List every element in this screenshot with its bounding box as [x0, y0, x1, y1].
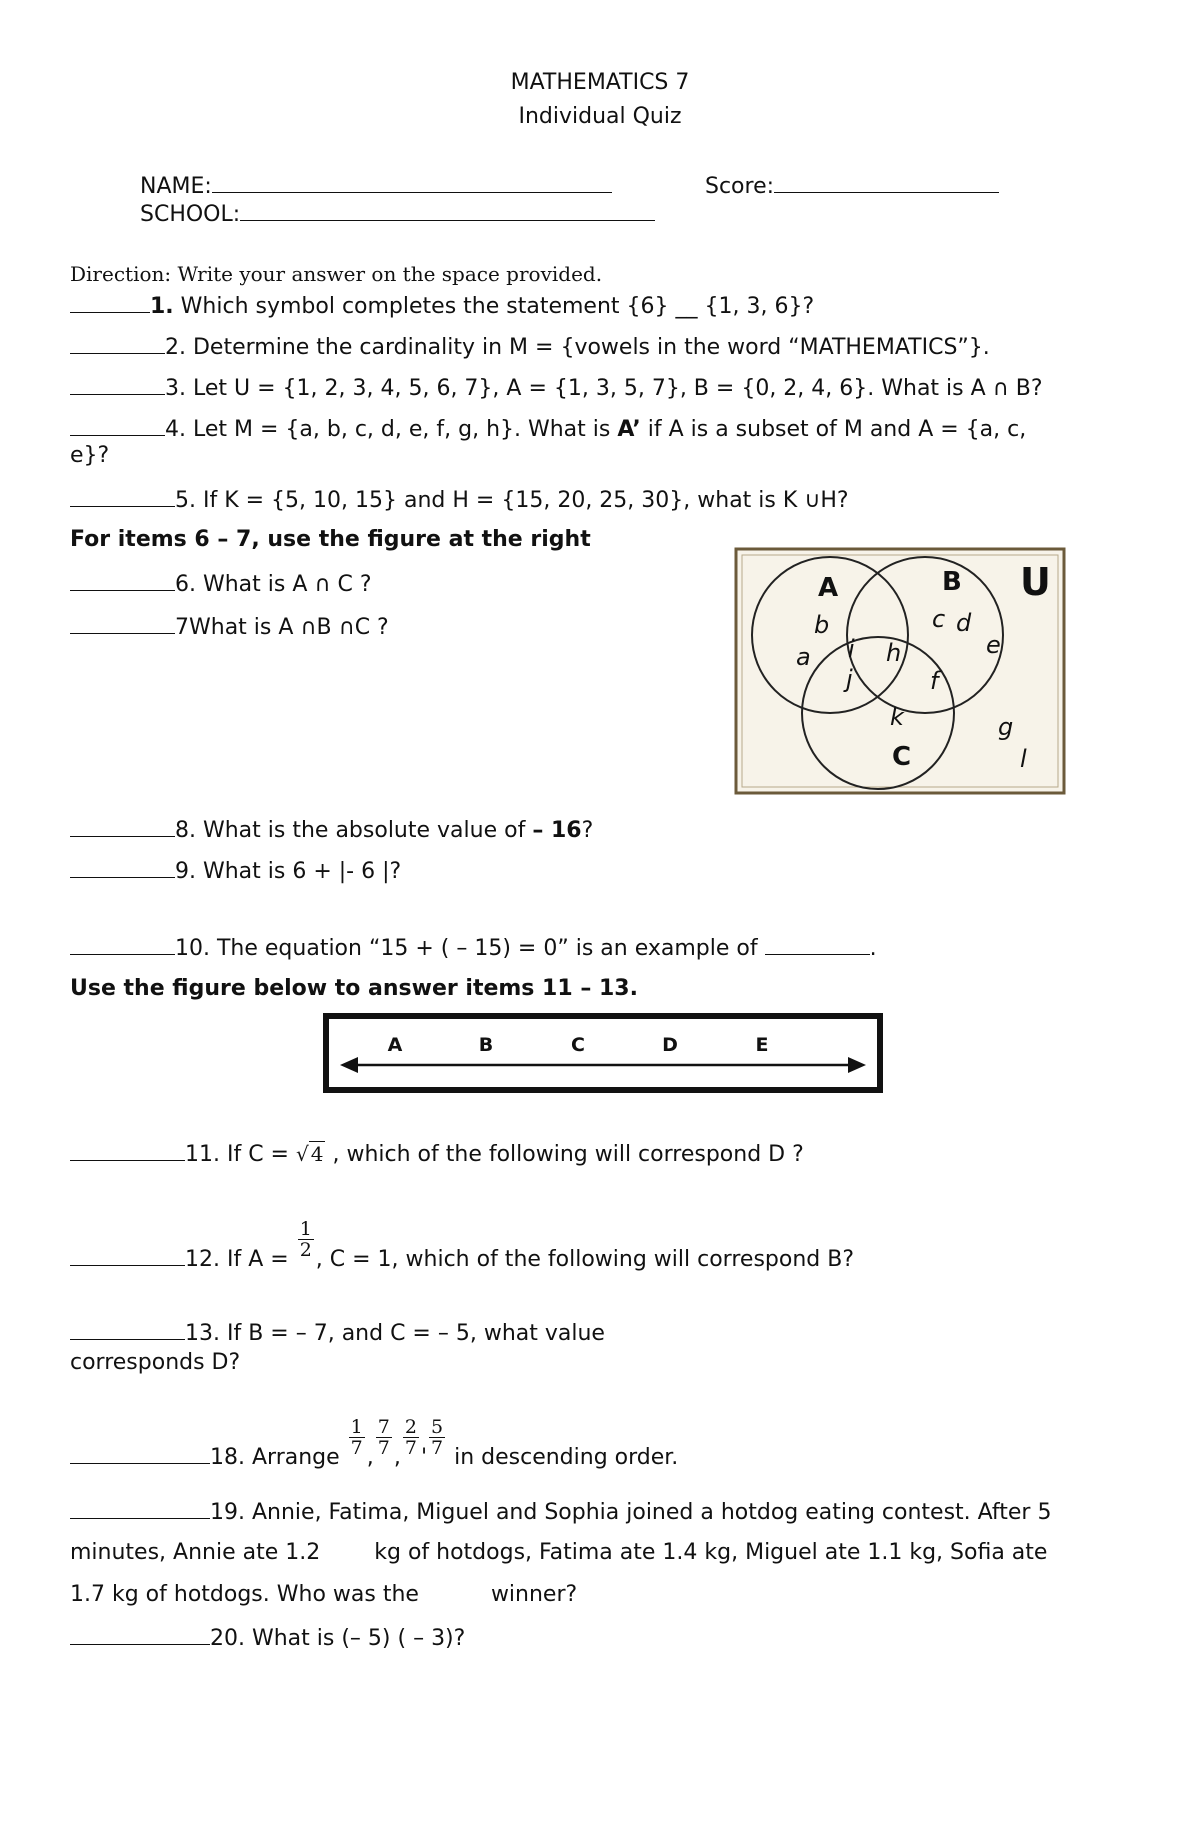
q4-complement: A’	[617, 417, 641, 442]
answer-blank-4[interactable]	[70, 415, 165, 436]
venn-label-a: A	[818, 573, 839, 603]
q12-text-pre: 12. If A =	[185, 1247, 296, 1272]
q4-text-post: if A is a subset of M and A = {a, c,	[640, 417, 1027, 442]
q11-radicand: 4	[310, 1142, 324, 1166]
number-line-point-d: D	[662, 1034, 678, 1056]
question-19-line2	[70, 1540, 1047, 1566]
number-line-point-c: C	[571, 1034, 585, 1056]
venn-label-c: C	[892, 742, 912, 772]
venn-element-j: j	[846, 665, 853, 693]
q13-text: 13. If B = – 7, and C = – 5, what value	[185, 1321, 605, 1346]
q18-fraction-2	[376, 1417, 392, 1458]
venn-element-g: g	[998, 713, 1014, 741]
q18-numerator-4: 5	[431, 1416, 444, 1438]
q18-sep-1: ,	[366, 1445, 374, 1470]
question-3	[70, 374, 1043, 402]
q18-fraction-1	[349, 1417, 365, 1458]
q18-denominator-4: 7	[431, 1437, 444, 1459]
venn-element-f: f	[930, 667, 939, 695]
question-1	[70, 292, 814, 320]
venn-element-b: b	[814, 611, 830, 639]
venn-label-b: B	[942, 567, 962, 597]
answer-blank-8[interactable]	[70, 816, 175, 837]
page-title: MATHEMATICS 7	[510, 70, 690, 95]
venn-element-e: e	[986, 631, 1001, 659]
answer-blank-9[interactable]	[70, 857, 175, 878]
score-field	[705, 172, 999, 200]
venn-element-c: c	[932, 605, 946, 633]
number-line-point-a: A	[387, 1034, 403, 1056]
question-9	[70, 857, 401, 885]
question-13	[70, 1319, 605, 1347]
q18-numerator-1: 1	[350, 1416, 363, 1438]
name-label: NAME:	[140, 174, 212, 199]
question-11	[70, 1140, 804, 1168]
venn-element-i: i	[848, 635, 855, 663]
q12-text-post: , C = 1, which of the following will correspond B?	[315, 1247, 854, 1272]
q12-denominator: 2	[299, 1239, 312, 1261]
answer-blank-20[interactable]	[70, 1624, 210, 1645]
question-5	[70, 486, 849, 514]
q10-text: 10. The equation “15 + ( – 15) = 0” is an example of	[175, 936, 758, 961]
answer-blank-11[interactable]	[70, 1140, 185, 1161]
answer-blank-10[interactable]	[70, 934, 175, 955]
venn-diagram	[730, 545, 1070, 797]
answer-blank-18[interactable]	[70, 1443, 210, 1464]
answer-blank-1[interactable]	[70, 292, 150, 313]
q18-fraction-4	[429, 1417, 445, 1458]
q19-text-line1: 19. Annie, Fatima, Miguel and Sophia joined a hotdog eating contest. After 5	[210, 1500, 1052, 1525]
q9-text: 9. What is 6 + |- 6 |?	[175, 859, 402, 884]
venn-element-k: k	[890, 703, 904, 731]
q11-sqrt: √ 4	[296, 1142, 324, 1166]
answer-blank-12[interactable]	[70, 1245, 185, 1266]
instruction-items-6-7: For items 6 – 7, use the figure at the right	[70, 527, 591, 552]
score-blank[interactable]	[774, 172, 999, 193]
page-subtitle: Individual Quiz	[518, 104, 682, 129]
q18-text-post: in descending order.	[447, 1445, 679, 1470]
q10-period: .	[869, 936, 877, 961]
q18-numerator-3: 2	[404, 1416, 417, 1438]
q18-denominator-3: 7	[404, 1437, 417, 1459]
answer-blank-2[interactable]	[70, 333, 165, 354]
question-6	[70, 570, 372, 598]
number-line-point-e: E	[755, 1034, 769, 1056]
venn-element-l: l	[1020, 745, 1027, 773]
school-label: SCHOOL:	[140, 202, 241, 227]
q10-inline-blank[interactable]	[765, 934, 870, 955]
q1-text: Which symbol completes the statement {6} __ {1, 3, 6}?	[173, 294, 815, 319]
answer-blank-19[interactable]	[70, 1498, 210, 1519]
direction-text: Direction: Write your answer on the space provided.	[70, 262, 603, 286]
q18-denominator-1: 7	[350, 1437, 363, 1459]
q11-text-pre: 11. If C =	[185, 1142, 296, 1167]
q12-numerator: 1	[299, 1218, 312, 1240]
score-label: Score:	[705, 174, 775, 199]
number-line-frame	[326, 1016, 880, 1090]
question-4	[70, 415, 1026, 443]
question-19-line3	[70, 1582, 577, 1608]
q18-fraction-3	[403, 1417, 419, 1458]
name-field	[140, 172, 612, 200]
q11-text-post: , which of the following will correspond D ?	[325, 1142, 804, 1167]
question-19	[70, 1498, 1051, 1526]
question-10	[70, 934, 877, 962]
question-8	[70, 816, 593, 844]
q8-value: – 16	[532, 818, 582, 843]
answer-blank-5[interactable]	[70, 486, 175, 507]
question-12	[70, 1219, 854, 1273]
q18-sep-2: ,	[393, 1445, 401, 1470]
answer-blank-3[interactable]	[70, 374, 165, 395]
q8-text-post: ?	[581, 818, 594, 843]
venn-element-d: d	[956, 609, 972, 637]
q12-fraction	[298, 1219, 314, 1260]
q8-text-pre: 8. What is the absolute value of	[175, 818, 533, 843]
instruction-items-11-13: Use the figure below to answer items 11 – 13.	[70, 976, 638, 1001]
q19-text-line3a: 1.7 kg of hotdogs. Who was the	[70, 1582, 419, 1607]
q7-text: 7What is A ∩B ∩C ?	[175, 615, 389, 640]
school-blank[interactable]	[240, 200, 655, 221]
question-13-continued: corresponds D?	[70, 1350, 241, 1375]
q18-text-pre: 18. Arrange	[210, 1445, 347, 1470]
q6-text: 6. What is A ∩ C ?	[175, 572, 372, 597]
q20-text: 20. What is (– 5) ( – 3)?	[210, 1626, 466, 1651]
answer-blank-7[interactable]	[70, 613, 175, 634]
q3-text: 3. Let U = {1, 2, 3, 4, 5, 6, 7}, A = {1, 3, 5, 7}, B = {0, 2, 4, 6}. What is A ∩ B?	[165, 376, 1043, 401]
q2-text: 2. Determine the cardinality in M = {vowels in the word “MATHEMATICS”}.	[165, 335, 990, 360]
question-20	[70, 1624, 465, 1652]
q19-text-line2b: kg of hotdogs, Fatima ate 1.4 kg, Miguel ate 1.1 kg, Sofia ate	[374, 1540, 1048, 1565]
name-blank[interactable]	[212, 172, 612, 193]
question-18	[70, 1417, 678, 1471]
question-4-continued: e}?	[70, 443, 110, 468]
number-line-point-b: B	[478, 1034, 494, 1056]
question-7	[70, 613, 389, 641]
q4-text-pre: 4. Let M = {a, b, c, d, e, f, g, h}. What is	[165, 417, 618, 442]
answer-blank-13[interactable]	[70, 1319, 185, 1340]
q19-text-line2a: minutes, Annie ate 1.2	[70, 1540, 321, 1565]
q18-sep-3: '	[420, 1445, 427, 1470]
q19-text-line3b: winner?	[490, 1582, 578, 1607]
school-field	[140, 200, 655, 228]
venn-label-universe: U	[1020, 560, 1051, 604]
answer-blank-6[interactable]	[70, 570, 175, 591]
q1-number: 1.	[150, 294, 174, 319]
number-line-figure	[322, 1012, 884, 1094]
q5-text: 5. If K = {5, 10, 15} and H = {15, 20, 25, 30}, what is K ∪H?	[175, 488, 849, 513]
venn-element-a: a	[796, 643, 811, 671]
question-2	[70, 333, 990, 361]
venn-element-h: h	[886, 639, 902, 667]
q18-denominator-2: 7	[377, 1437, 390, 1459]
q18-numerator-2: 7	[377, 1416, 390, 1438]
